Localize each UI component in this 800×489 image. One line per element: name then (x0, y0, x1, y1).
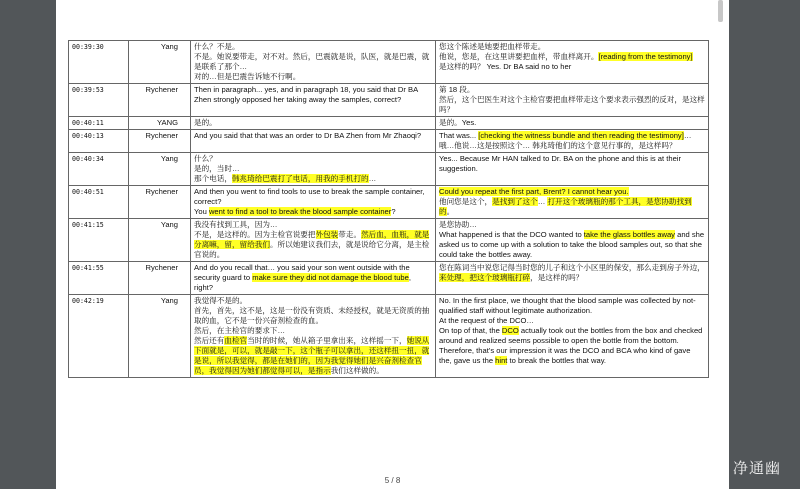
text-line (439, 95, 705, 115)
text-segment: And you said that that was an order to Dr BA Zhen from Mr Zhaoqi? (194, 131, 422, 140)
text-line (439, 118, 705, 128)
original-text-cell (191, 130, 436, 153)
text-segment: 我们这样做的。 (330, 366, 384, 375)
timestamp-cell: 00:39:30 (69, 41, 129, 84)
text-line (439, 42, 705, 52)
text-segment: At the request of the DCO… (439, 316, 534, 325)
text-line (439, 230, 705, 260)
translation-cell (436, 41, 709, 84)
text-line (439, 220, 705, 230)
highlighted-text: 是找到了这个 (492, 197, 538, 206)
text-segment: Then in paragraph... yes, and in paragraph 18, you said that Dr BA Zhen strongly opposed her taking away the samples, correct? (194, 85, 418, 104)
translation-cell (436, 219, 709, 262)
translation-cell (436, 130, 709, 153)
text-line (439, 154, 705, 174)
text-segment: 然后还有 (194, 336, 225, 345)
text-segment: 他说，您是，在这里讲要把血样，带血样离开。 (439, 52, 599, 61)
text-segment: 然后，在主检官的要求下… (194, 326, 286, 335)
table-row (69, 153, 709, 186)
text-segment: 第 18 段。 (439, 85, 475, 94)
text-segment: 他问您是这个， (439, 197, 493, 206)
text-line (194, 154, 432, 164)
table-row (69, 84, 709, 117)
text-segment: 什么？ (194, 154, 217, 163)
text-line (194, 326, 432, 336)
text-segment: What happened is that the DCO wanted to (439, 230, 584, 239)
text-line (194, 306, 432, 326)
original-text-cell (191, 295, 436, 378)
text-segment: 您在陈词当中说您记得当时您的儿子和这个小区里的保安，那么走到房子外边， (439, 263, 705, 272)
speaker-cell: Yang (129, 219, 191, 262)
text-segment: 什么？不是。 (194, 42, 240, 51)
text-line (194, 230, 432, 260)
text-segment: 对的…但是巴震告诉她不行啊。 (194, 72, 301, 81)
text-line (194, 187, 432, 207)
highlighted-text: 她说从下面就是，可以，就是敲一下，这个瓶子可以拿出，还这样扭一扭，就是说，所以我觉得，都是在她们的，因为我觉得她们是兴奋剂检查官员，我觉得因为她们都觉得可以，是指示 (194, 336, 430, 375)
highlighted-text: 来处理，把这个玻璃瓶打碎 (439, 273, 531, 282)
text-line (194, 336, 432, 376)
text-segment: And do you recall that… you said your son went outside with the security guard to (194, 263, 410, 282)
text-line (439, 326, 705, 366)
text-line (194, 174, 432, 184)
speaker-cell: Rychener (129, 186, 191, 219)
text-line (439, 52, 705, 62)
text-line (194, 207, 432, 217)
text-segment: 当时的时候，她从箱子里拿出来，这样摇一下， (247, 336, 407, 345)
speaker-cell: Rychener (129, 130, 191, 153)
speaker-cell: YANG (129, 117, 191, 130)
text-segment: ，是这样的吗？ (530, 273, 584, 282)
text-segment: …哦…他说…这是按照这个… 韩兆琦他们的这个意见行事的，是这样吗？ (439, 131, 692, 150)
text-segment: 那个电话， (194, 174, 232, 183)
text-line (194, 118, 432, 128)
highlighted-text: 血检官 (224, 336, 248, 345)
text-line (194, 72, 432, 82)
table-row (69, 117, 709, 130)
translation-cell (436, 186, 709, 219)
text-line (439, 85, 705, 95)
scrollbar-thumb[interactable] (718, 0, 723, 22)
text-line (194, 220, 432, 230)
text-segment: 您这个陈述是她要把血样带走。 (439, 42, 546, 51)
text-segment: 是的，当时… (194, 164, 240, 173)
timestamp-cell: 00:41:55 (69, 262, 129, 295)
text-segment: … (537, 197, 548, 206)
translation-cell (436, 117, 709, 130)
speaker-cell: Rychener (129, 262, 191, 295)
text-segment: … (368, 174, 377, 183)
text-segment: 是的。 (194, 118, 217, 127)
watermark: 净通幽 (733, 459, 782, 477)
original-text-cell (191, 262, 436, 295)
text-line (194, 42, 432, 52)
table-row (69, 219, 709, 262)
text-line (194, 131, 432, 141)
text-segment: Yes... Because Mr HAN talked to Dr. BA on the phone and this is at their suggestion. (439, 154, 682, 173)
text-segment: 我觉得不是的。 (194, 296, 248, 305)
speaker-cell: Yang (129, 295, 191, 378)
text-segment: and she asked us to come up with a solution to take the blood samples out, so that she could take the bottles away. (439, 230, 705, 259)
text-segment: 带走。 (338, 230, 362, 239)
timestamp-cell: 00:40:34 (69, 153, 129, 186)
text-line (194, 263, 432, 293)
speaker-cell: Rychener (129, 84, 191, 117)
original-text-cell (191, 41, 436, 84)
text-segment: 。所以她建议我们去，就是说给它分离，是主检官说的。 (194, 240, 430, 259)
timestamp-cell: 00:39:53 (69, 84, 129, 117)
original-text-cell (191, 219, 436, 262)
highlighted-text: take the glass bottles away (583, 230, 675, 239)
text-line (194, 52, 432, 72)
original-text-cell (191, 84, 436, 117)
table-row (69, 186, 709, 219)
original-text-cell (191, 117, 436, 130)
page-number: 5 / 8 (384, 476, 401, 485)
speaker-cell: Yang (129, 153, 191, 186)
text-segment: 然后，这个巴医生对这个主检官要把血样带走这个要求表示强烈的反对，是这样吗？ (439, 95, 705, 114)
text-segment: 我没有找到工具，因为… (194, 220, 278, 229)
timestamp-cell: 00:40:11 (69, 117, 129, 130)
text-segment: 首先，首先，这不是，这是一份没有资质、未经授权，就是无资质的抽取的血，它不是一份兴奋剂检查的血。 (194, 306, 430, 325)
highlighted-text: hint (495, 356, 508, 365)
text-segment: You (194, 207, 209, 216)
highlighted-text: 打开这个玻璃瓶的那个工具，是您协助找到的 (439, 197, 692, 216)
text-segment: 不是，是这样的。因为主检官说要把 (194, 230, 316, 239)
highlighted-text: [checking the witness bundle and then reading the testimony] (478, 131, 684, 140)
translation-cell (436, 153, 709, 186)
text-line (439, 131, 705, 151)
highlighted-text: 然后血，血瓶，就是分离嘛，留，留给我们 (194, 230, 430, 249)
text-line (439, 187, 705, 197)
transcript-table (68, 40, 709, 378)
text-segment: 是的。Yes. (439, 118, 477, 127)
text-segment: No. In the first place, we thought that the blood sample was collected by not-qualified staff without legitimate authorization. (439, 296, 696, 315)
highlighted-text: make sure they did not damage the blood tube (252, 273, 409, 282)
text-segment: actually took out the bottles from the box and checked around and realized seems possible to open the bottle from the bottom. Therefore, that’s our impression it was the DCO and BCA who kind of gave the, gave us the (439, 326, 703, 365)
text-line (439, 197, 705, 217)
text-segment: ? (391, 207, 396, 216)
original-text-cell (191, 153, 436, 186)
table-row (69, 262, 709, 295)
original-text-cell (191, 186, 436, 219)
text-line (439, 316, 705, 326)
timestamp-cell: 00:42:19 (69, 295, 129, 378)
text-line (439, 263, 705, 283)
highlighted-text: Could you repeat the first part, Brent? I cannot hear you. (439, 187, 629, 196)
highlighted-text: 韩兆琦给巴震打了电话，用我的手机打的 (231, 174, 369, 183)
highlighted-text: went to find a tool to break the blood sample container (208, 207, 392, 216)
text-segment: That was... (439, 131, 479, 140)
text-segment: On top of that, the (439, 326, 502, 335)
text-segment: And then you went to find tools to use to break the sample container, correct? (194, 187, 425, 206)
timestamp-cell: 00:40:13 (69, 130, 129, 153)
text-line (194, 85, 432, 105)
translation-cell (436, 84, 709, 117)
speaker-cell: Yang (129, 41, 191, 84)
text-segment: 是您协助… (439, 220, 477, 229)
text-segment: , right? (194, 273, 411, 292)
translation-cell (436, 295, 709, 378)
document-page (56, 0, 729, 489)
text-line (439, 296, 705, 316)
text-segment: 。 (446, 207, 455, 216)
text-segment: 是这样的吗？ Yes. Dr BA said no to her (439, 62, 572, 71)
table-row (69, 130, 709, 153)
timestamp-cell: 00:41:15 (69, 219, 129, 262)
highlighted-text: [reading from the testimony] (598, 52, 693, 61)
text-line (194, 296, 432, 306)
text-line (439, 62, 705, 72)
translation-cell (436, 262, 709, 295)
text-segment: to break the bottles that way. (507, 356, 607, 365)
timestamp-cell: 00:40:51 (69, 186, 129, 219)
text-line (194, 164, 432, 174)
table-row (69, 41, 709, 84)
highlighted-text: DCO (501, 326, 519, 335)
highlighted-text: 外包装 (315, 230, 339, 239)
table-row (69, 295, 709, 378)
text-segment: 不是。她说要带走，对不对。然后，巴震就是说，队医，就是巴震，就是联系了那个… (194, 52, 430, 71)
